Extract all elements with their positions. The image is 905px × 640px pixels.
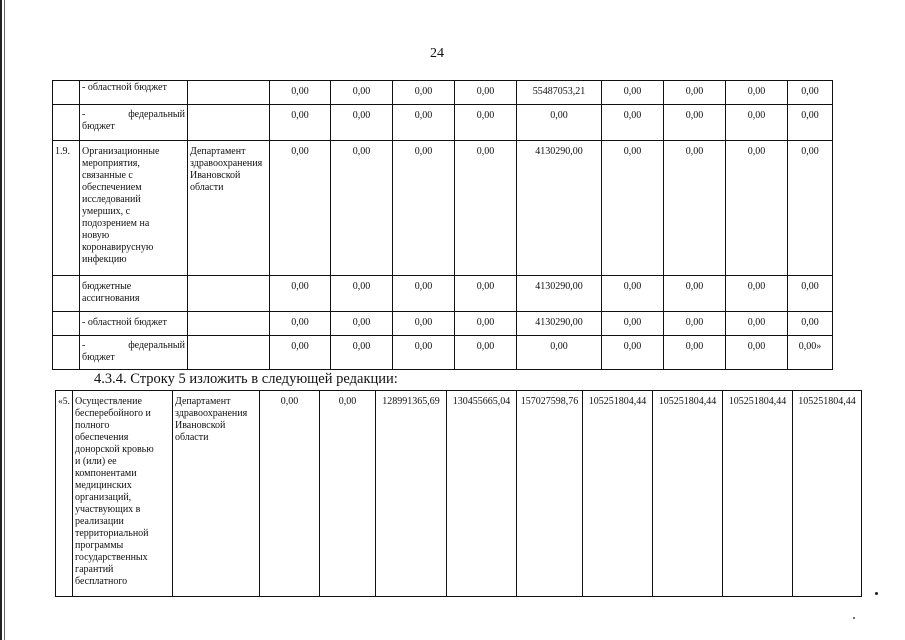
table-row xyxy=(53,336,833,370)
executor-cell xyxy=(188,105,270,141)
row-name-line: Организационные xyxy=(82,146,160,157)
row-name-line: обеспечением xyxy=(82,182,142,193)
row-name-line: компонентами xyxy=(75,468,137,479)
value-cell: 0,00 xyxy=(455,81,517,105)
value-cell: 0,00 xyxy=(602,141,664,276)
value-cell: 0,00 xyxy=(726,81,788,105)
executor-line: здравоохранения xyxy=(175,408,248,419)
value-cell: 0,00 xyxy=(602,312,664,336)
value-cell: 0,00 xyxy=(331,336,393,370)
row-name-line: новую xyxy=(82,230,110,241)
value-cell: 0,00» xyxy=(788,336,833,370)
row-name-line: бесперебойного и xyxy=(75,408,151,419)
value-cell: 105251804,44 xyxy=(793,391,862,597)
value-cell: 0,00 xyxy=(331,81,393,105)
value-cell: 0,00 xyxy=(320,391,376,597)
value-cell: 0,00 xyxy=(270,312,331,336)
executor-line: здравоохранения xyxy=(190,158,263,169)
page-left-edge xyxy=(0,0,2,640)
value-cell: 0,00 xyxy=(270,141,331,276)
value-cell: 130455665,04 xyxy=(447,391,517,597)
value-cell: 0,00 xyxy=(788,105,833,141)
page-left-edge-inner xyxy=(4,0,5,640)
executor-line: Департамент xyxy=(175,396,231,407)
executor-cell xyxy=(188,336,270,370)
value-cell: 157027598,76 xyxy=(517,391,583,597)
row-name-cell xyxy=(80,141,188,276)
value-cell: 0,00 xyxy=(270,276,331,312)
value-cell: 0,00 xyxy=(664,336,726,370)
row-name-cell xyxy=(80,276,188,312)
budget-table-row5 xyxy=(55,390,862,597)
value-cell: 0,00 xyxy=(517,105,602,141)
value-cell: 0,00 xyxy=(455,141,517,276)
row-number-cell xyxy=(53,81,80,105)
row-name-line: бюджетные xyxy=(82,281,132,292)
value-cell: 55487053,21 xyxy=(517,81,602,105)
table-row xyxy=(53,105,833,141)
value-cell: 0,00 xyxy=(260,391,320,597)
row-name-line: участвующих в xyxy=(75,504,141,515)
value-cell: 0,00 xyxy=(270,105,331,141)
value-cell: 4130290,00 xyxy=(517,312,602,336)
row-name-cell: - областной бюджет xyxy=(80,81,188,105)
row-name-line: и (или) ее xyxy=(75,456,117,467)
row-name-word: бюджет xyxy=(82,352,115,363)
value-cell: 0,00 xyxy=(455,336,517,370)
row-name-line: полного xyxy=(75,420,110,431)
row-name-word: бюджет xyxy=(82,121,115,132)
row-name-line: коронавирусную xyxy=(82,242,154,253)
value-cell: 105251804,44 xyxy=(583,391,653,597)
table-row xyxy=(56,391,862,597)
row-number-cell: 1.9. xyxy=(53,141,80,276)
value-cell: 0,00 xyxy=(664,141,726,276)
value-cell: 0,00 xyxy=(331,312,393,336)
row-name-line: гарантий xyxy=(75,564,114,575)
row-name-line: исследований xyxy=(82,194,141,205)
executor-line: области xyxy=(175,432,209,443)
executor-cell xyxy=(188,276,270,312)
row-name-dash: - xyxy=(82,109,86,120)
row-name-line: донорской кровью xyxy=(75,444,154,455)
row-name-word: федеральный xyxy=(128,340,185,351)
row-name-line: программы xyxy=(75,540,124,551)
value-cell: 105251804,44 xyxy=(653,391,723,597)
value-cell: 0,00 xyxy=(270,336,331,370)
executor-cell xyxy=(188,312,270,336)
value-cell: 0,00 xyxy=(726,336,788,370)
value-cell: 0,00 xyxy=(664,276,726,312)
row-name-line: инфекцию xyxy=(82,254,127,265)
value-cell: 0,00 xyxy=(270,81,331,105)
value-cell: 0,00 xyxy=(455,276,517,312)
row-name-line: Осуществление xyxy=(75,396,142,407)
row-name-line: государственных xyxy=(75,552,148,563)
value-cell: 0,00 xyxy=(393,336,455,370)
value-cell: 0,00 xyxy=(393,105,455,141)
row-name-word: федеральный xyxy=(128,109,185,120)
row-name-line: мероприятия, xyxy=(82,158,140,169)
executor-cell xyxy=(188,141,270,276)
table-row xyxy=(53,312,833,336)
executor-cell xyxy=(188,81,270,105)
executor-line: области xyxy=(190,182,224,193)
value-cell: 0,00 xyxy=(726,276,788,312)
row-name-line: медицинских xyxy=(75,480,132,491)
value-cell: 0,00 xyxy=(455,105,517,141)
value-cell: 0,00 xyxy=(726,312,788,336)
value-cell: 0,00 xyxy=(393,312,455,336)
value-cell: 0,00 xyxy=(726,105,788,141)
row-number-cell: «5. xyxy=(56,391,73,597)
row-number-cell xyxy=(53,312,80,336)
scan-speck xyxy=(853,617,855,619)
row-name-line: умерших, с xyxy=(82,206,131,217)
row-name-line: организаций, xyxy=(75,492,132,503)
row-name-line: ассигнования xyxy=(82,293,140,304)
value-cell: 0,00 xyxy=(788,81,833,105)
executor-line: Департамент xyxy=(190,146,246,157)
row-name-dash: - xyxy=(82,340,86,351)
value-cell: 0,00 xyxy=(331,105,393,141)
amendment-heading: 4.3.4. Строку 5 изложить в следующей редакции: xyxy=(94,371,398,387)
value-cell: 0,00 xyxy=(517,336,602,370)
executor-line: Ивановской xyxy=(175,420,226,431)
row-name-line: обеспечения xyxy=(75,432,129,443)
value-cell: 0,00 xyxy=(602,81,664,105)
row-name-cell xyxy=(80,105,188,141)
value-cell: 0,00 xyxy=(393,81,455,105)
value-cell: 0,00 xyxy=(664,312,726,336)
budget-table-continued xyxy=(52,80,833,370)
row-name-line: связанные с xyxy=(82,170,133,181)
value-cell: 0,00 xyxy=(393,276,455,312)
table-row xyxy=(53,276,833,312)
value-cell: 128991365,69 xyxy=(376,391,447,597)
value-cell: 105251804,44 xyxy=(723,391,793,597)
value-cell: 0,00 xyxy=(788,276,833,312)
row-name-cell xyxy=(80,336,188,370)
value-cell: 0,00 xyxy=(393,141,455,276)
row-name-line: реализации xyxy=(75,516,124,527)
row-name-line: подозрением на xyxy=(82,218,150,229)
executor-cell xyxy=(173,391,260,597)
value-cell: 0,00 xyxy=(602,105,664,141)
value-cell: 4130290,00 xyxy=(517,141,602,276)
value-cell: 0,00 xyxy=(664,105,726,141)
value-cell: 0,00 xyxy=(602,336,664,370)
row-name-cell: - областной бюджет xyxy=(80,312,188,336)
row-number-cell xyxy=(53,276,80,312)
value-cell: 0,00 xyxy=(331,276,393,312)
value-cell: 0,00 xyxy=(602,276,664,312)
value-cell: 0,00 xyxy=(331,141,393,276)
row-name-line: бесплатного xyxy=(75,576,128,587)
table-row xyxy=(53,81,833,105)
value-cell: 0,00 xyxy=(788,312,833,336)
row-number-cell xyxy=(53,336,80,370)
row-name-cell xyxy=(73,391,173,597)
row-name-line: территориальной xyxy=(75,528,149,539)
row-number-cell xyxy=(53,105,80,141)
value-cell: 4130290,00 xyxy=(517,276,602,312)
value-cell: 0,00 xyxy=(455,312,517,336)
page-number: 24 xyxy=(430,46,444,61)
scan-speck xyxy=(875,592,878,595)
value-cell: 0,00 xyxy=(788,141,833,276)
value-cell: 0,00 xyxy=(726,141,788,276)
value-cell: 0,00 xyxy=(664,81,726,105)
table-row xyxy=(53,141,833,276)
executor-line: Ивановской xyxy=(190,170,241,181)
